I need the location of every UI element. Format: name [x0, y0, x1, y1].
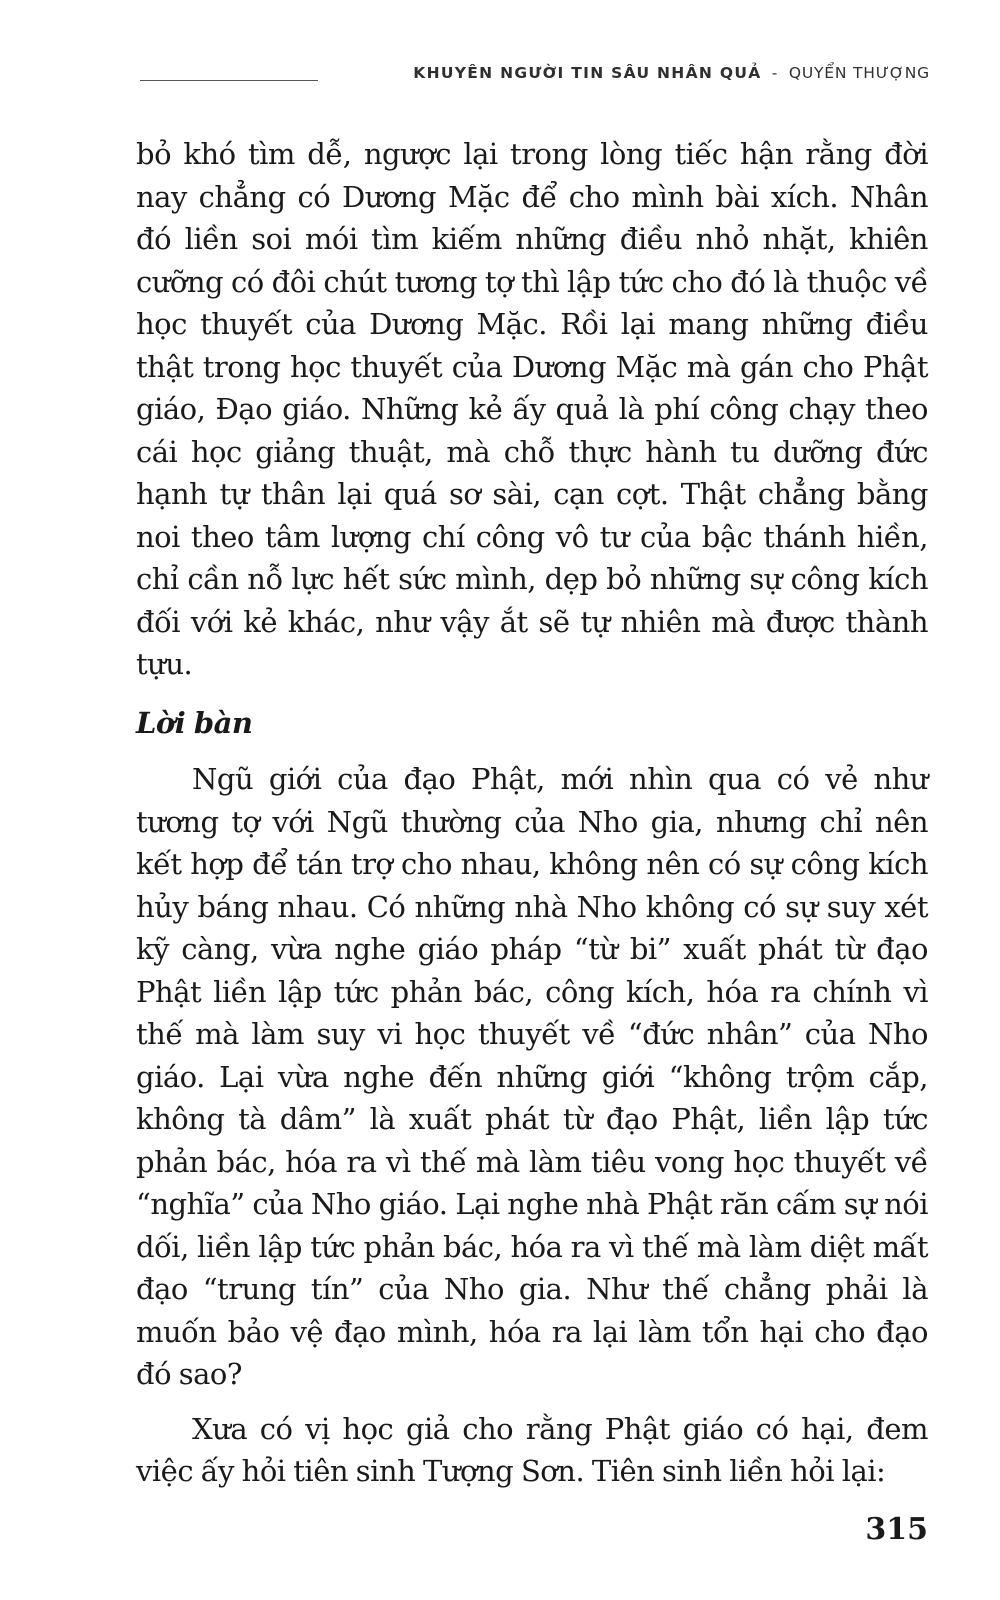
paragraph-commentary: Ngũ giới của đạo Phật, mới nhìn qua có vẻ như tương tợ với Ngũ thường của Nho gia, nhưng chỉ nên kết hợp để tán trợ cho nhau, không nên có sự công kích hủy báng nhau. Có những nhà Nho không có sự suy xét kỹ càng, vừa nghe giáo pháp “từ bi” xuất phát từ đạo Phật liền lập tức phản bác, công kích, hóa ra chính vì thế mà làm suy vi học thuyết về “đức nhân” của Nho giáo. Lại vừa nghe đến những giới “không trộm cắp, không tà dâm” là xuất phát từ đạo Phật, liền lập tức phản bác, hóa ra vì thế mà làm tiêu vong học thuyết về “nghĩa” của Nho giáo. Lại nghe nhà Phật răn cấm sự nói dối, liền lập tức phản bác, hóa ra vì thế mà làm diệt mất đạo “trung tín” của Nho gia. Như thế chẳng phải là muốn bảo vệ đạo mình, hóa ra lại làm tổn hại cho đạo đó sao? [136, 762, 928, 1391]
section-heading: Lời bàn [136, 705, 253, 740]
paragraph-continued: bỏ khó tìm dễ, ngược lại trong lòng tiếc hận rằng đời nay chẳng có Dương Mặc để cho mình bài xích. Nhân đó liền soi mói tìm kiếm những điều nhỏ nhặt, khiên cưỡng có đôi chút tương tợ thì lập tức cho đó là thuộc về học thuyết của Dương Mặc. Rồi lại mang những điều thật trong học thuyết của Dương Mặc mà gán cho Phật giáo, Đạo giáo. Những kẻ ấy quả là phí công chạy theo cái học giảng thuật, mà chỗ thực hành tu dưỡng đức hạnh tự thân lại quá sơ sài, cạn cợt. Thật chẳng bằng noi theo tâm lượng chí công vô tư của bậc thánh hiền, chỉ cần nỗ lực hết sức mình, dẹp bỏ những sự công kích đối với kẻ khác, như vậy ắt sẽ tự nhiên mà được thành tựu. [136, 137, 928, 681]
page-number: 315 [865, 1512, 928, 1547]
header-rule [140, 80, 318, 81]
header-separator: - [771, 64, 779, 82]
header-text [338, 64, 930, 82]
running-header [140, 58, 930, 88]
header-volume: QUYỂN THƯỢNG [788, 64, 930, 82]
header-book-title: KHUYÊN NGƯỜI TIN SÂU NHÂN QUẢ [413, 64, 762, 82]
page-body [136, 133, 928, 1493]
paragraph-final: Xưa có vị học giả cho rằng Phật giáo có hại, đem việc ấy hỏi tiên sinh Tượng Sơn. Tiên sinh liền hỏi lại: [136, 1411, 928, 1488]
